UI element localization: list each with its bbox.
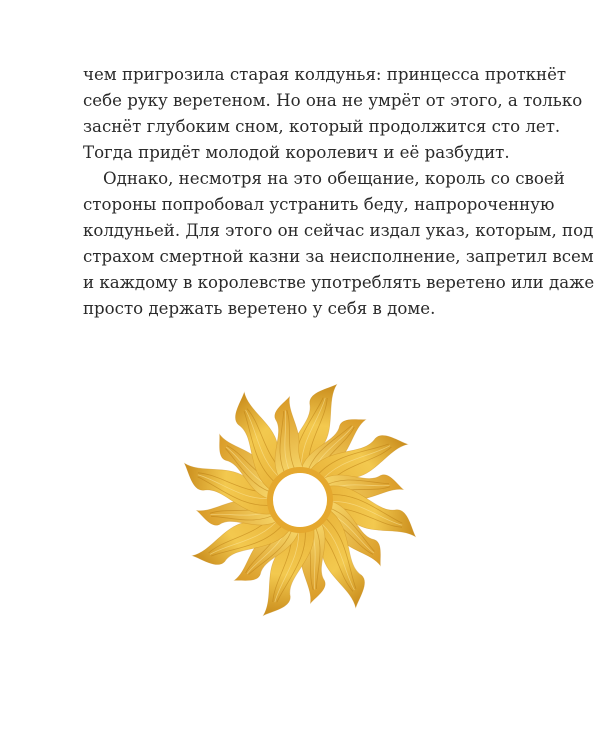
text-line: стороны попробовал устранить беду, напророченную [83,195,555,214]
text-line: Однако, несмотря на это обещание, король со своей [103,169,565,188]
text-line: чем пригрозила старая колдунья: принцесса проткнёт [83,65,567,84]
text-line: колдуньей. Для этого он сейчас издал указ, которым, под [83,221,594,240]
golden-sun-icon [180,370,420,640]
text-line: страхом смертной казни за неисполнение, запретил всем [83,247,594,266]
text-line: Тогда придёт молодой королевич и её разбудит. [83,143,510,162]
text-line: и каждому в королевстве употреблять веретено или даже [83,273,595,292]
text-line: просто держать веретено у себя в доме. [83,299,436,318]
body-text [83,62,595,322]
text-line: заснёт глубоким сном, который продолжится сто лет. [83,117,561,136]
text-line: себе руку веретеном. Но она не умрёт от этого, а только [83,91,583,110]
sun-center [273,473,327,527]
